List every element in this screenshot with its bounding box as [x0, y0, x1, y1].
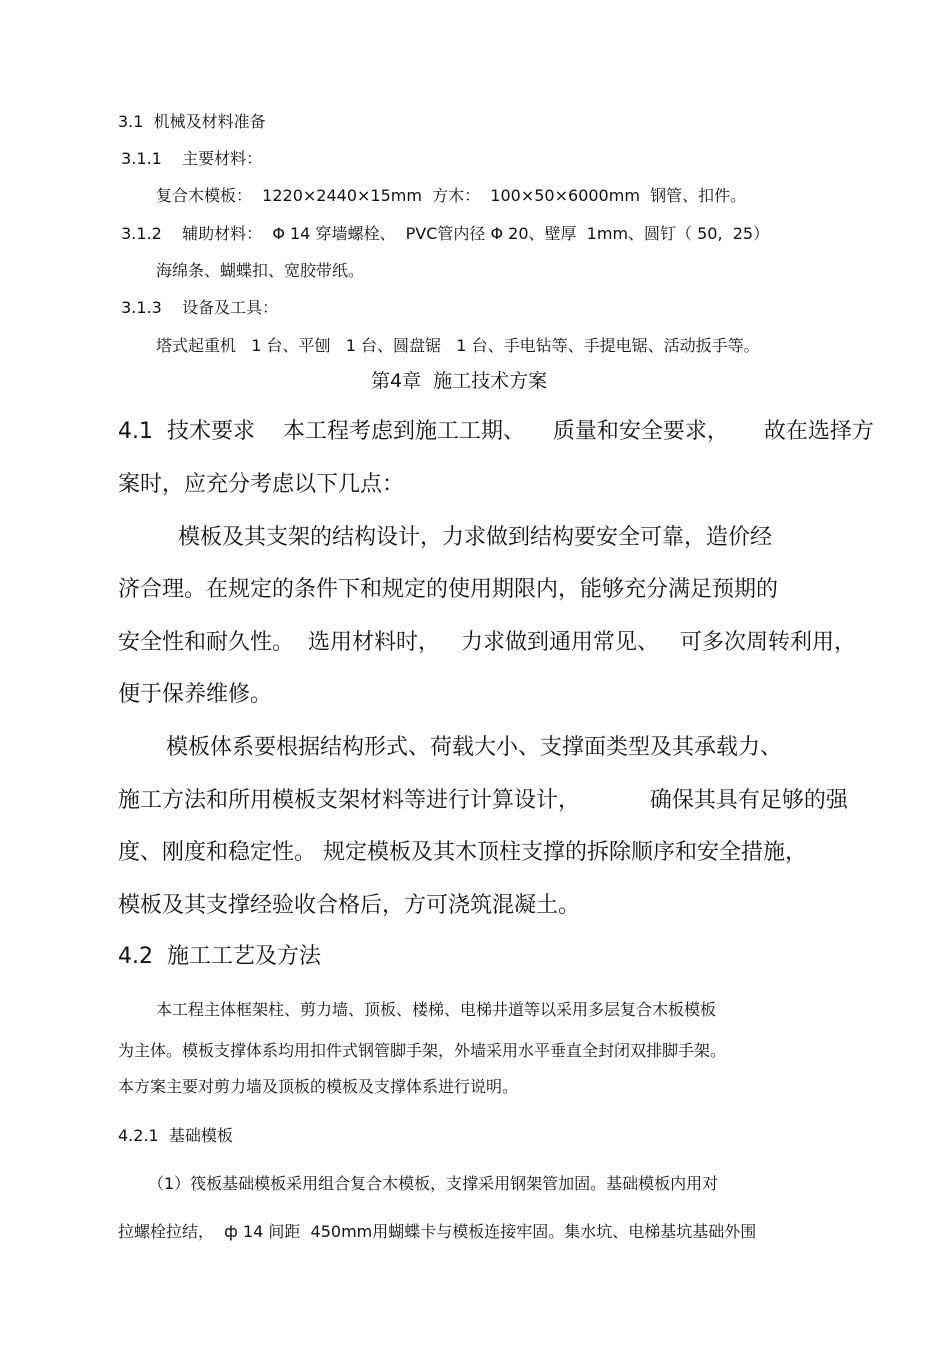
paragraph-line: 安全性和耐久性。 选用材料时， 力求做到通用常见、 可多次周转利用， [118, 630, 856, 655]
section-3-1-heading: 3.1 机械及材料准备 [118, 112, 266, 131]
chapter-4-title: 第4章 施工技术方案 [371, 370, 548, 392]
paragraph-line: 济合理。在规定的条件下和规定的使用期限内，能够充分满足预期的 [118, 577, 779, 602]
equipment-text: 塔式起重机 1 台、平刨 1 台、圆盘锯 1 台、手电钻等、手提电锯、活动扳手等。 [156, 336, 760, 355]
paragraph-line: 为主体。模板支撑体系均用扣件式钢管脚手架，外墙采用水平垂直全封闭双排脚手架。 [118, 1041, 727, 1060]
paragraph-line: （1）筏板基础模板采用组合复合木模板，支撑采用钢架管加固。基础模板内用对 [148, 1174, 719, 1193]
paragraph-line: 拉螺栓拉结， ф 14 间距 450mm用蝴蝶卡与模板连接牢固。集水坑、电梯基坑基础外围 [118, 1222, 757, 1241]
paragraph-line: 度、刚度和稳定性。 规定模板及其木顶柱支撑的拆除顺序和安全措施， [118, 840, 807, 865]
paragraph-line: 模板及其支架的结构设计，力求做到结构要安全可靠，造价经 [178, 525, 773, 550]
paragraph-line: 案时，应充分考虑以下几点： [118, 472, 405, 497]
section-4-2-heading: 4.2 施工工艺及方法 [118, 944, 321, 969]
section-4-1-paragraph-line: 4.1 技术要求 本工程考虑到施工工期、 质量和安全要求， 故在选择方 [118, 419, 874, 444]
section-4-2-1-heading: 4.2.1 基础模板 [118, 1126, 233, 1145]
paragraph-line: 便于保养维修。 [118, 682, 273, 707]
paragraph-line: 模板体系要根据结构形式、荷载大小、支撑面类型及其承载力、 [166, 735, 783, 760]
paragraph-line: 施工方法和所用模板支架材料等进行计算设计， 确保其具有足够的强 [118, 788, 848, 813]
section-3-1-3-heading: 3.1.3 设备及工具： [116, 298, 279, 317]
section-3-1-1-heading: 3.1.1 主要材料： [116, 149, 263, 168]
paragraph-line: 本工程主体框架柱、剪力墙、顶板、楼梯、电梯井道等以采用多层复合木板模板 [156, 1000, 717, 1019]
section-3-1-2-text: 3.1.2 辅助材料： Φ 14 穿墙螺栓、 PVC管内径 Φ 20、壁厚 1mm、圆钉（ 50, 25） [116, 224, 770, 243]
paragraph-line: 本方案主要对剪力墙及顶板的模板及支撑体系进行说明。 [118, 1077, 519, 1096]
main-materials-text: 复合木模板： 1220×2440×15mm 方木： 100×50×6000mm 钢管、扣件。 [156, 186, 747, 205]
auxiliary-materials-text: 海绵条、蝴蝶扣、宽胶带纸。 [156, 261, 365, 280]
paragraph-line: 模板及其支撑经验收合格后，方可浇筑混凝土。 [118, 893, 581, 918]
